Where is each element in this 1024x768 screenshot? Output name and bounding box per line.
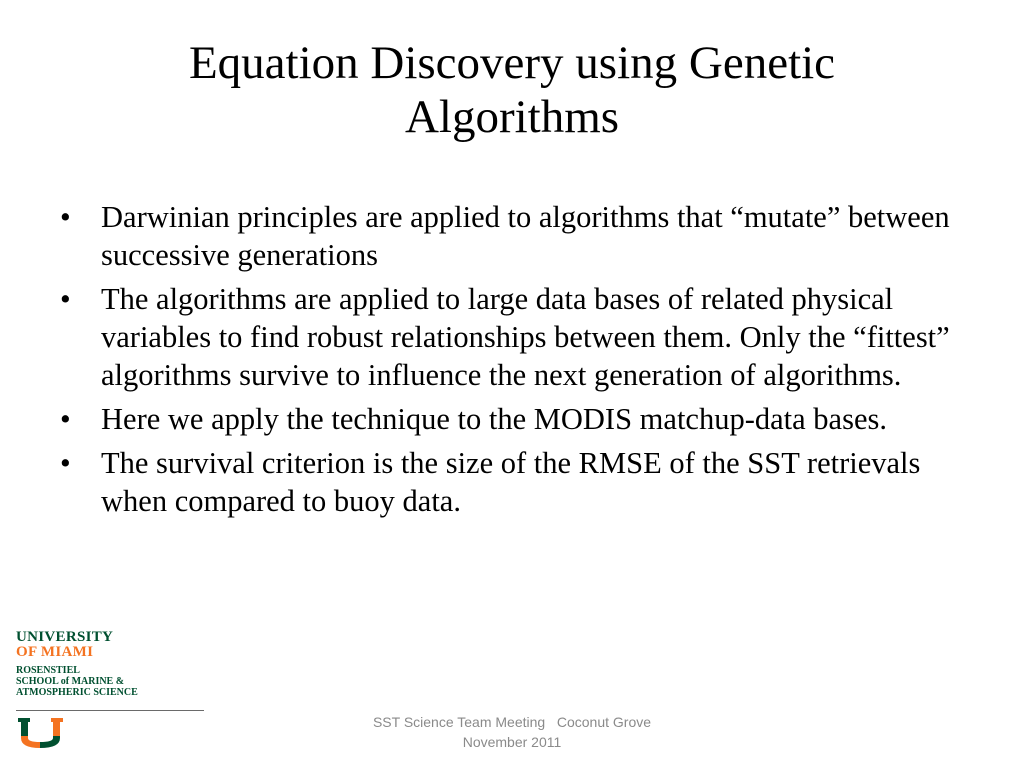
bullet-item [60, 198, 980, 274]
bullet-text: The algorithms are applied to large data bases of related physical variables to find robust relationships between them. Only the “fittest” algorithms survive to influence the next generation of algorithms. [101, 282, 950, 392]
logo-of-miami-text: OF MIAMI [16, 644, 94, 660]
logo-atmospheric-text: ATMOSPHERIC SCIENCE [16, 687, 138, 698]
logo-rosenstiel-text: ROSENSTIEL [16, 665, 80, 676]
bullet-text: Darwinian principles are applied to algorithms that “mutate” between successive generations [101, 200, 950, 272]
bullet-marker: • [60, 446, 71, 480]
bullet-list [60, 198, 980, 526]
slide-title: Equation Discovery using Genetic Algorithms [188, 37, 836, 143]
bullet-marker: • [60, 402, 71, 436]
bullet-text: Here we apply the technique to the MODIS matchup-data bases. [101, 402, 887, 436]
bullet-item [60, 400, 980, 438]
footer-meeting-text: SST Science Team Meeting Coconut Grove [372, 714, 652, 730]
footer-date-text: November 2011 [462, 734, 562, 750]
bullet-item [60, 280, 980, 394]
logo-divider [16, 710, 204, 711]
logo-university-text: UNIVERSITY [16, 629, 114, 645]
bullet-marker: • [60, 282, 71, 316]
university-of-miami-logo [16, 630, 208, 750]
logo-school-text: SCHOOL of MARINE & [16, 676, 125, 687]
bullet-text: The survival criterion is the size of the RMSE of the SST retrievals when compared to buoy data. [101, 446, 921, 518]
u-logo-icon [18, 718, 68, 748]
slide-footer [300, 712, 724, 752]
logo-rsmas-text [16, 665, 208, 698]
bullet-marker: • [60, 200, 71, 234]
bullet-item [60, 444, 980, 520]
